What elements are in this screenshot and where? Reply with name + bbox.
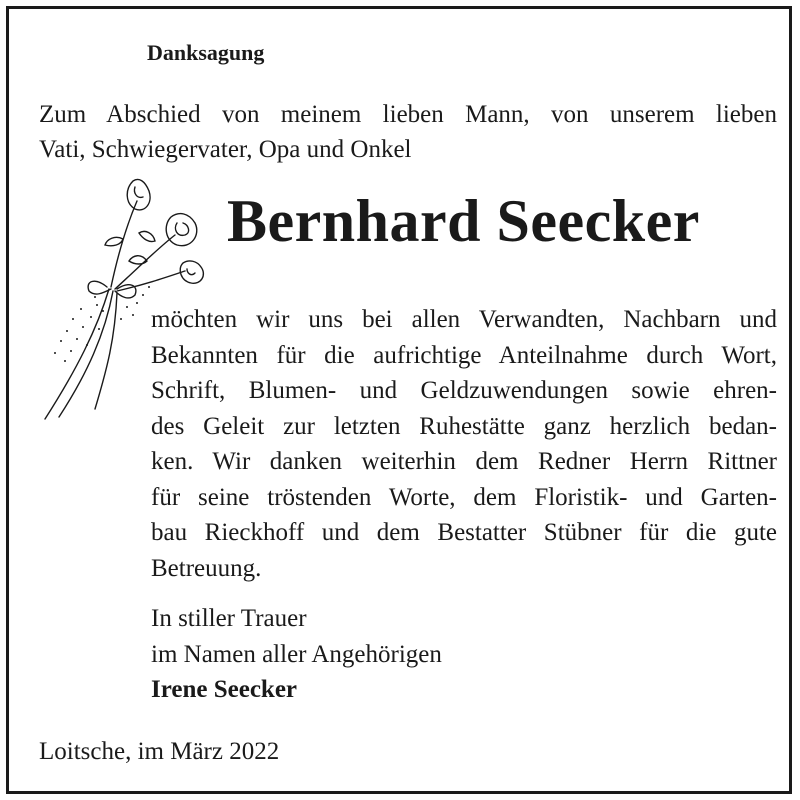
- body-line: Bekannten für die aufrichtige Anteilnahme durch Wort,: [151, 341, 777, 369]
- body-line: bau Rieckhoff und dem Bestatter Stübner für die gute: [151, 519, 777, 546]
- intro-text: [39, 97, 777, 167]
- body-line: Schrift, Blumen- und Geldzuwendungen sowie ehren-: [151, 377, 777, 404]
- notice-frame: [6, 6, 792, 794]
- deceased-name: Bernhard Seecker: [227, 188, 700, 254]
- signer-name: Irene Seecker: [151, 676, 298, 703]
- intro-line: Zum Abschied von meinem lieben Mann, von unserem lieben: [39, 101, 777, 128]
- body-text: [151, 302, 777, 586]
- closing-block: [151, 601, 442, 708]
- body-line: Betreuung.: [151, 554, 262, 582]
- closing-line: In stiller Trauer: [151, 605, 307, 632]
- body-line: ken. Wir danken weiterhin dem Redner Herrn Rittner: [151, 448, 777, 475]
- body-line: des Geleit zur letzten Ruhestätte ganz herzlich bedan-: [151, 412, 777, 440]
- body-line: möchten wir uns bei allen Verwandten, Nachbarn und: [151, 306, 777, 333]
- closing-line: im Namen aller Angehörigen: [151, 640, 442, 668]
- body-line: für seine tröstenden Worte, dem Floristik- und Garten-: [151, 483, 777, 511]
- notice-heading: Danksagung: [147, 40, 265, 65]
- intro-line: Vati, Schwiegervater, Opa und Onkel: [39, 136, 412, 163]
- place-date: Loitsche, im März 2022: [39, 738, 280, 765]
